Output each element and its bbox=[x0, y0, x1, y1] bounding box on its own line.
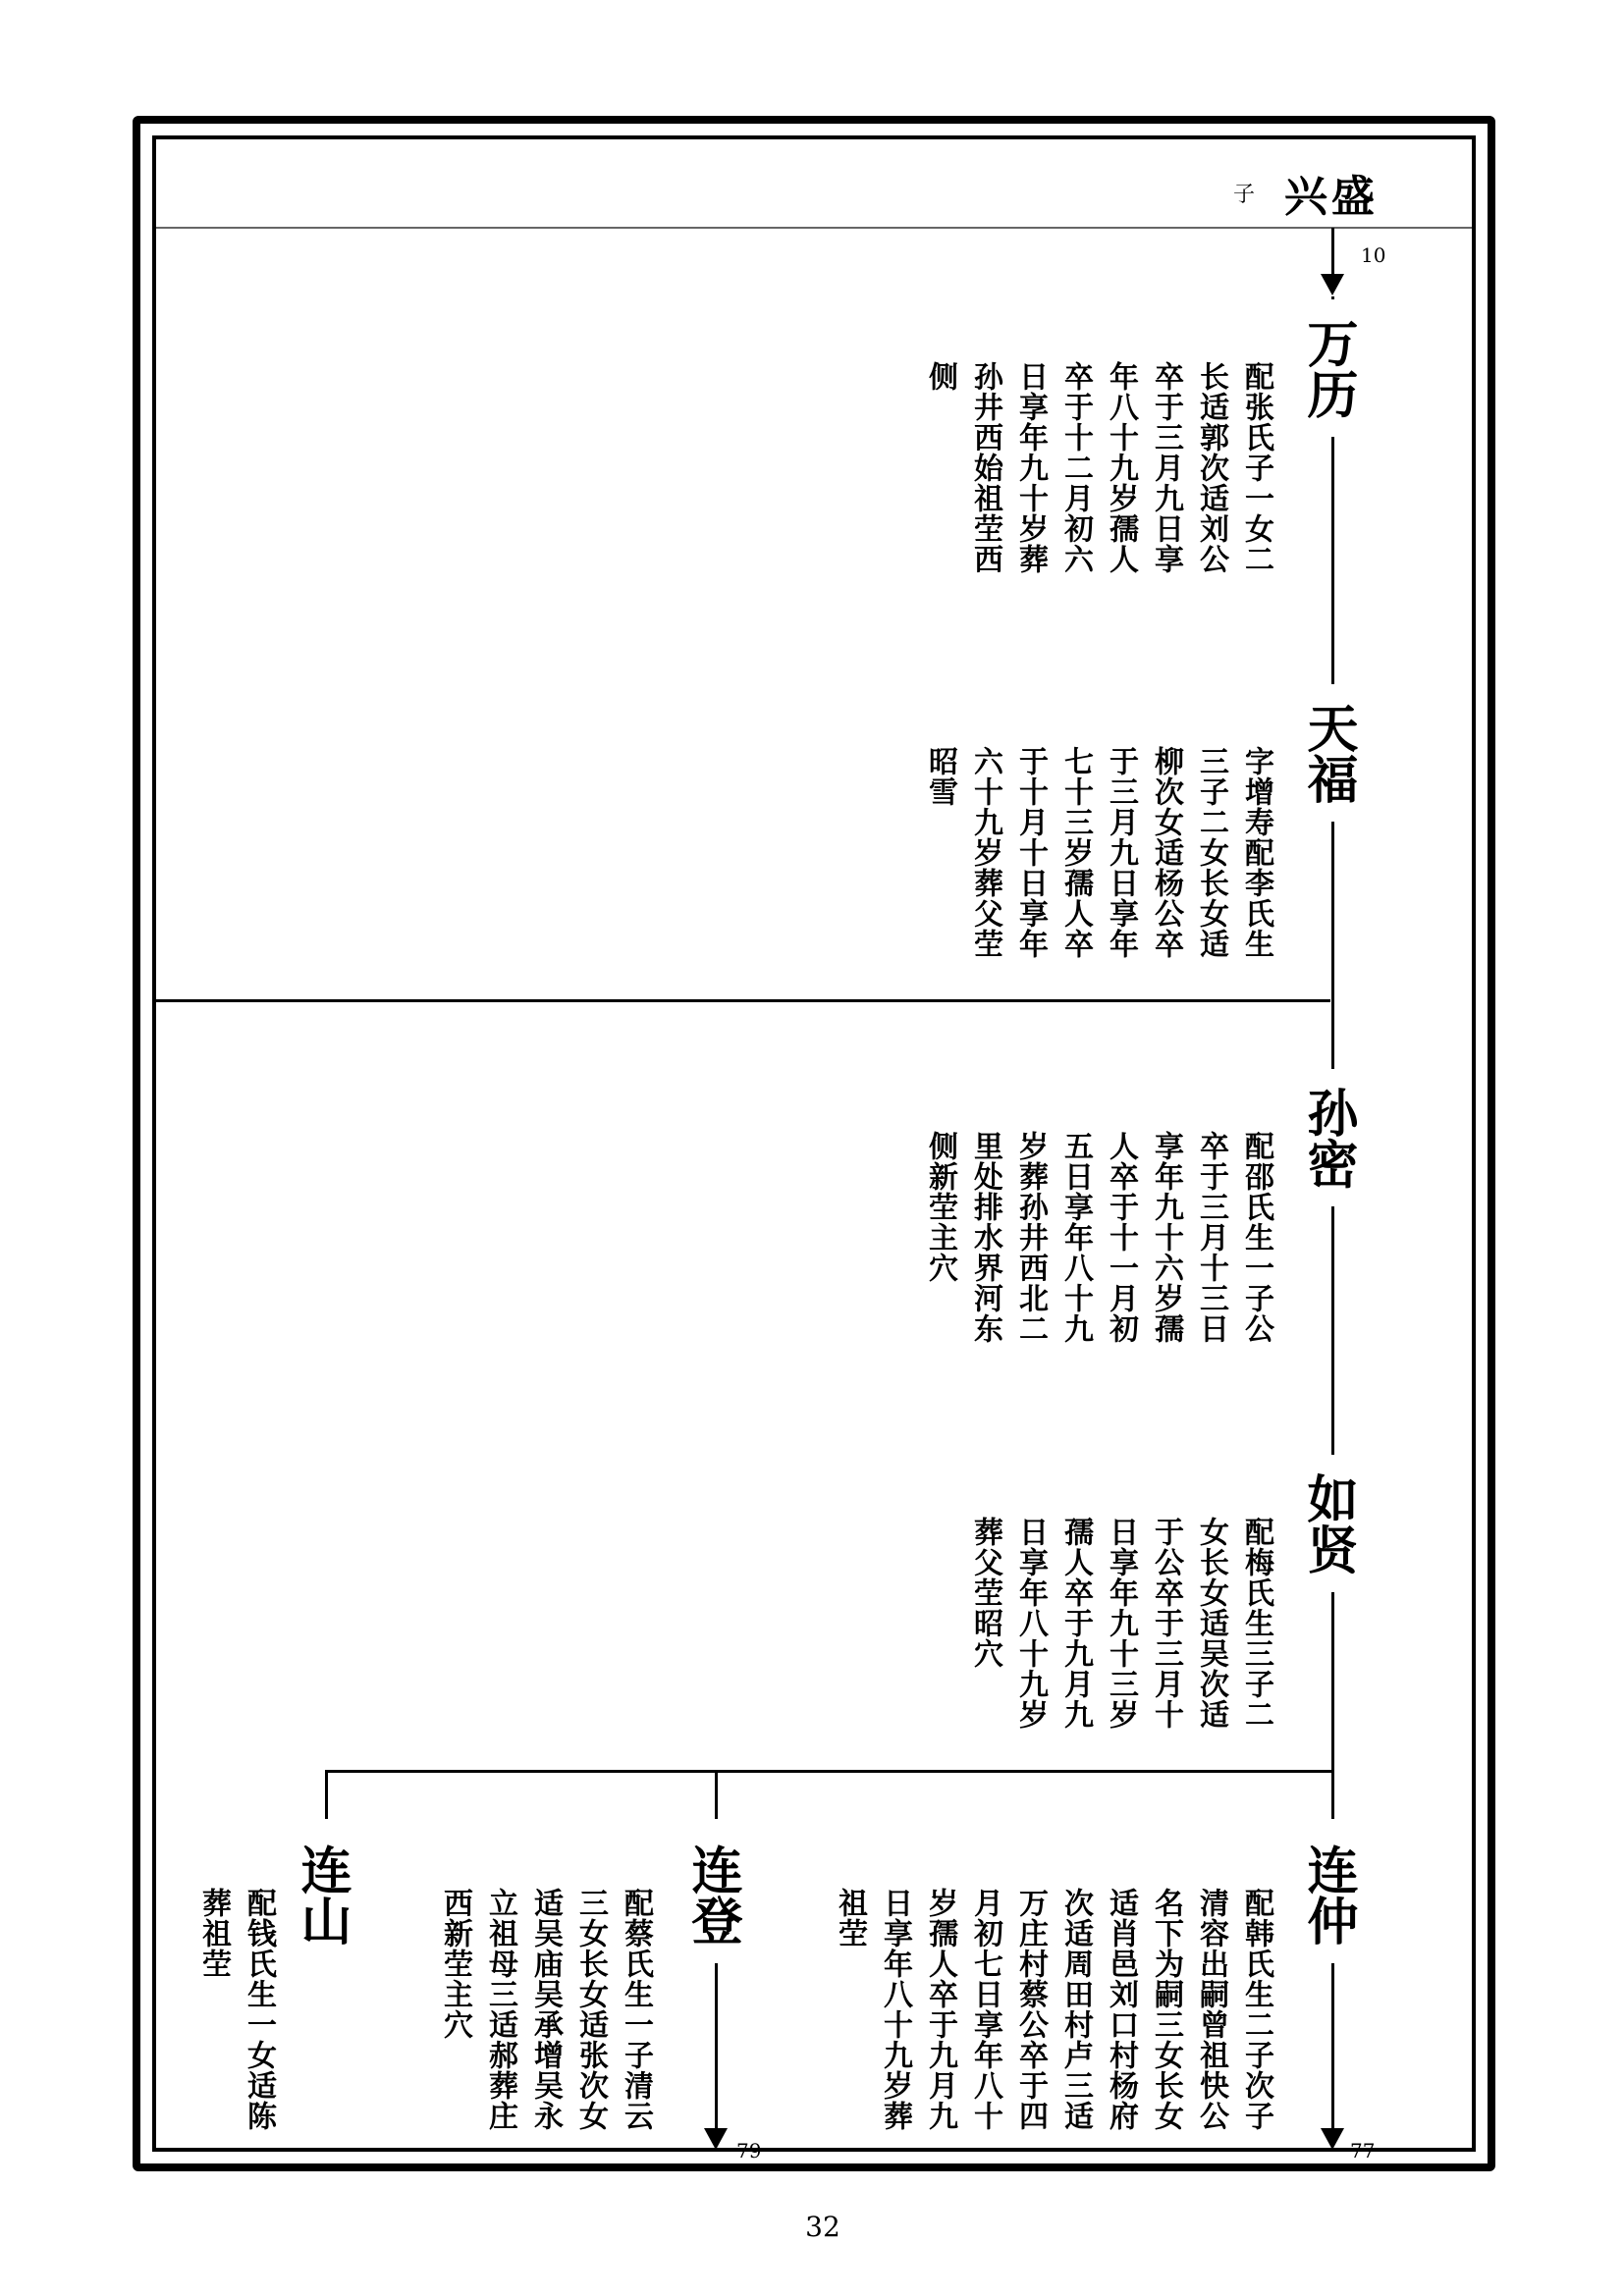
person-bio-sunmi: 配邵氏生一子公卒于三月十三日享年九十六岁孺人卒于十一月初五日享年八十九岁葬孙井西北二里处排水界河东侧新茔主穴 bbox=[923, 1131, 1273, 1344]
person-bio-tianfu: 字增寿配李氏生三子二女长女适柳次女适杨公卒于三月九日享年七十三岁孺人卒于十月十日享年六十九岁葬父茔昭雪 bbox=[923, 746, 1273, 959]
section-divider bbox=[152, 999, 1330, 1002]
down-arrow-icon bbox=[704, 2128, 728, 2150]
branch-line bbox=[325, 1770, 1334, 1773]
header-divider bbox=[156, 227, 1472, 229]
branch-drop bbox=[715, 1770, 718, 1819]
person-name-lianshan: 连山 bbox=[297, 1826, 355, 1963]
header-label: 子 bbox=[1233, 183, 1256, 207]
lineage-line bbox=[1331, 1963, 1334, 2132]
person-name-lianzhong: 连仲 bbox=[1303, 1826, 1362, 1963]
person-name-sunmi: 孙密 bbox=[1303, 1069, 1362, 1206]
person-bio-liandeng: 配蔡氏生一子清云三女长女适张次女适吴庙吴承增吴永立祖母三适郝葬庄西新茔主穴 bbox=[438, 1888, 653, 2131]
person-bio-lianzhong: 配韩氏生二子次子清容出嗣曾祖快公名下为嗣三女长女适肖邑刘口村杨府次适周田村卢三适万庄村蔡公卒于四月初七日享年八十岁孺人卒于九月九日享年八十九岁葬祖茔 bbox=[833, 1888, 1273, 2131]
down-arrow-icon bbox=[1321, 274, 1344, 295]
generation-ref-liandeng: 79 bbox=[736, 2139, 762, 2163]
person-name-liandeng: 连登 bbox=[687, 1826, 746, 1963]
page-number: 32 bbox=[805, 2211, 840, 2243]
branch-drop bbox=[325, 1770, 328, 1819]
branch-drop bbox=[1331, 1755, 1334, 1819]
person-name-ruxian: 如贤 bbox=[1303, 1455, 1362, 1592]
down-arrow-icon bbox=[1321, 2128, 1344, 2150]
generation-ref-lianzhong: 77 bbox=[1350, 2139, 1376, 2163]
generation-ref-top: 10 bbox=[1361, 243, 1386, 267]
lineage-line bbox=[1331, 228, 1334, 277]
person-name-wanli: 万历 bbox=[1303, 299, 1362, 437]
header-name: 兴盛 bbox=[1284, 172, 1379, 222]
person-bio-wanli: 配张氏子一女二长适郭次适刘公卒于三月九日享年八十九岁孺人卒于十二月初六日享年九十岁葬孙井西始祖茔西侧 bbox=[923, 361, 1273, 574]
person-name-tianfu: 天福 bbox=[1303, 684, 1362, 822]
lineage-line bbox=[715, 1963, 718, 2132]
person-bio-lianshan: 配钱氏生一女适陈葬祖茔 bbox=[196, 1888, 276, 2131]
person-bio-ruxian: 配梅氏生三子二女长女适吴次适于公卒于三月十日享年九十三岁孺人卒于九月九日享年八十九岁葬父茔昭穴 bbox=[968, 1517, 1273, 1730]
